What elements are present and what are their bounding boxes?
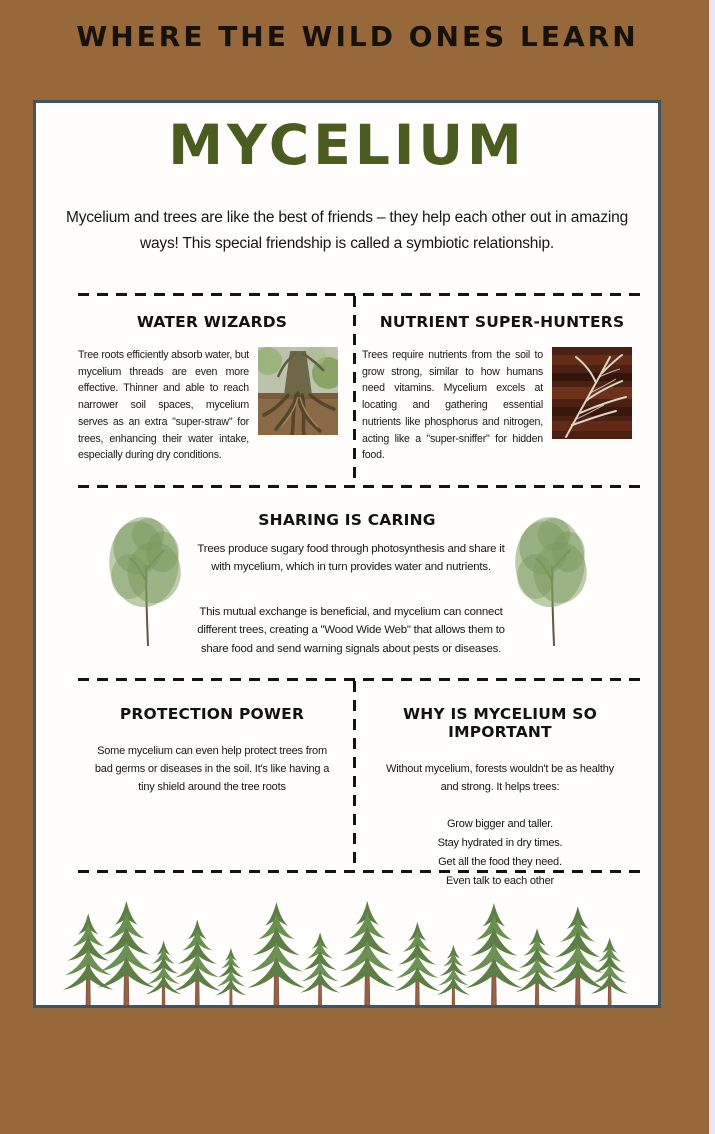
birch-tree-left-photo	[94, 509, 198, 647]
section-heading: PROTECTION POWER	[119, 705, 305, 723]
brand-header: WHERE THE WILD ONES LEARN	[76, 20, 639, 53]
benefit-item: Stay hydrated in dry times.	[437, 836, 563, 849]
section-body: Trees require nutrients from the soil to grow strong, similar to how humans need vitamins. Mycelium excels at locating and gathering essential nutrients like phosphorus and nitrogen, acting like a "super-sniffer" for hidden food.	[362, 349, 543, 462]
section-body: Some mycelium can even help protect trees from bad germs or diseases in the soil. It's like having a tiny shield around the tree roots	[94, 745, 330, 793]
section-protection-power	[78, 705, 346, 796]
dashed-divider-horizontal	[78, 485, 648, 488]
section-why-important	[356, 705, 644, 892]
benefit-item: Get all the food they need.	[438, 856, 562, 869]
birch-tree-right-photo	[500, 509, 604, 647]
importance-lead: Without mycelium, forests wouldn't be as healthy and strong. It helps trees:	[386, 763, 614, 793]
page-title: MYCELIUM	[168, 113, 526, 177]
tree-roots-photo	[258, 347, 338, 435]
forest-footer-illustration	[52, 899, 644, 1005]
mycelium-threads-photo	[552, 347, 632, 439]
section-nutrient-super-hunters	[362, 313, 642, 464]
dashed-divider-horizontal	[78, 678, 648, 681]
benefit-item: Even talk to each other	[446, 875, 554, 888]
intro-text: Mycelium and trees are like the best of friends – they help each other out in amazing ways! This special friendship is called a symbiotic relationship.	[66, 209, 628, 253]
dashed-divider-horizontal	[78, 293, 648, 296]
section-heading: WATER WIZARDS	[136, 313, 288, 331]
section-heading: SHARING IS CARING	[258, 511, 436, 529]
dashed-divider-vertical	[353, 296, 356, 485]
screenshot-edge-strip	[709, 0, 715, 1134]
benefit-item: Grow bigger and taller.	[446, 817, 554, 830]
worksheet-card	[33, 100, 661, 1008]
sharing-paragraph-1: Trees produce sugary food through photosynthesis and share it with mycelium, which in turn provides water and nutrients.	[197, 543, 505, 574]
section-body: Tree roots efficiently absorb water, but mycelium threads are even more effective. Thinner and able to reach narrower soil spaces, mycelium serves as an extra "super-straw" for trees, enhancing their water intake, especially during dry conditions.	[78, 349, 250, 462]
section-heading: WHY IS MYCELIUM SO IMPORTANT	[402, 705, 598, 741]
section-water-wizards	[78, 313, 346, 464]
importance-benefits-list	[382, 815, 618, 892]
sharing-paragraph-2: This mutual exchange is beneficial, and mycelium can connect different trees, creating a "Wood Wide Web" that allows them to share food and send warning signals about pests or diseases.	[197, 606, 505, 655]
section-heading: NUTRIENT SUPER-HUNTERS	[379, 313, 625, 331]
